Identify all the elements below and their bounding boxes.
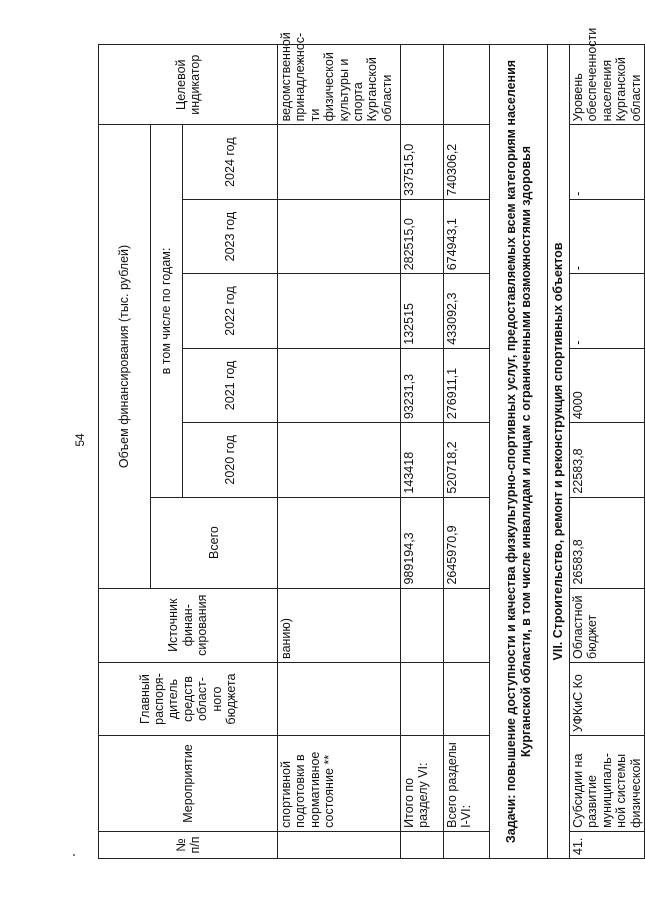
col-total-header: Всего (151, 497, 278, 588)
cell-year: 276911,1 (444, 348, 490, 422)
rotated-table-container (98, 27, 643, 859)
cell-admin (401, 662, 444, 735)
page-number: 54 (73, 433, 87, 447)
table-row (278, 45, 401, 859)
cell-year (278, 423, 401, 497)
section-title: VII. Строительство, ремонт и реконструкция спортивных объектов (548, 45, 570, 859)
cell-indicator: ведомственной принадлежнос-ти физической культуры и спорта Курганской области (278, 45, 401, 125)
cell-year: 740306,2 (444, 125, 490, 199)
cell-year: 433092,3 (444, 274, 490, 348)
cell-year: 93231,3 (401, 348, 444, 422)
cell-no (278, 831, 401, 858)
cell-admin (444, 662, 490, 735)
scan-speck (73, 854, 75, 856)
cell-year (278, 348, 401, 422)
cell-source (401, 588, 444, 662)
col-no-header: № п/п (99, 831, 278, 858)
cell-year: 143418 (401, 423, 444, 497)
cell-year (278, 199, 401, 273)
cell-year: 4000 (570, 348, 645, 422)
cell-admin: УФКиС Ко (570, 662, 645, 735)
cell-year: 337515,0 (401, 125, 444, 199)
cell-total: 26583,8 (570, 497, 645, 588)
col-indicator-header: Целевой индикатор (99, 45, 278, 125)
cell-year: - (570, 125, 645, 199)
task-text: Задачи: повышение доступности и качества физкультурно-спортивных услуг, предоставляемых всем категориям населения Курганской области, в том числе инвалидам и лицам с ограниченными возможностями здоровья (490, 45, 548, 859)
cell-no: 41. (570, 831, 645, 858)
cell-year: 674943,1 (444, 199, 490, 273)
cell-measure: спортивной подготовки в нормативное состояние ** (278, 736, 401, 832)
section-row (548, 45, 570, 859)
header-row (99, 45, 151, 859)
cell-year: 22583,8 (570, 423, 645, 497)
cell-total (278, 497, 401, 588)
cell-year: - (570, 199, 645, 273)
cell-no (401, 831, 444, 858)
col-year-header: 2020 год (183, 423, 278, 497)
cell-year: 132515 (401, 274, 444, 348)
cell-measure: Итого по разделу VI: (401, 736, 444, 832)
cell-total: 2645970,9 (444, 497, 490, 588)
col-volume-header: Объем финансирования (тыс. рублей) (99, 125, 151, 588)
cell-admin (278, 662, 401, 735)
cell-year: 520718,2 (444, 423, 490, 497)
cell-source: Областной бюджет (570, 588, 645, 662)
table-row (401, 45, 444, 859)
table-row (444, 45, 490, 859)
cell-total: 989194,3 (401, 497, 444, 588)
cell-indicator: Уровень обеспеченности населения Курганской области (570, 45, 645, 125)
cell-no (444, 831, 490, 858)
cell-year (278, 125, 401, 199)
cell-measure: Субсидии на развитие муниципаль-ной системы физической (570, 736, 645, 832)
cell-indicator (444, 45, 490, 125)
task-row (490, 45, 548, 859)
col-admin-header: Главный распоря-дитель средств област-ного бюджета (99, 662, 278, 735)
col-year-header: 2021 год (183, 348, 278, 422)
table-row (570, 45, 645, 859)
col-measure-header: Мероприятие (99, 736, 278, 832)
col-by-years-header: в том числе по годам: (151, 125, 183, 497)
cell-measure: Всего разделы I-VI: (444, 736, 490, 832)
col-source-header: Источник финан-сирования (99, 588, 278, 662)
cell-source: ванию) (278, 588, 401, 662)
col-year-header: 2024 год (183, 125, 278, 199)
col-year-header: 2022 год (183, 274, 278, 348)
cell-year (278, 274, 401, 348)
financing-table (98, 27, 645, 859)
cell-indicator (401, 45, 444, 125)
cell-year: - (570, 274, 645, 348)
col-year-header: 2023 год (183, 199, 278, 273)
cell-source (444, 588, 490, 662)
cell-year: 282515,0 (401, 199, 444, 273)
